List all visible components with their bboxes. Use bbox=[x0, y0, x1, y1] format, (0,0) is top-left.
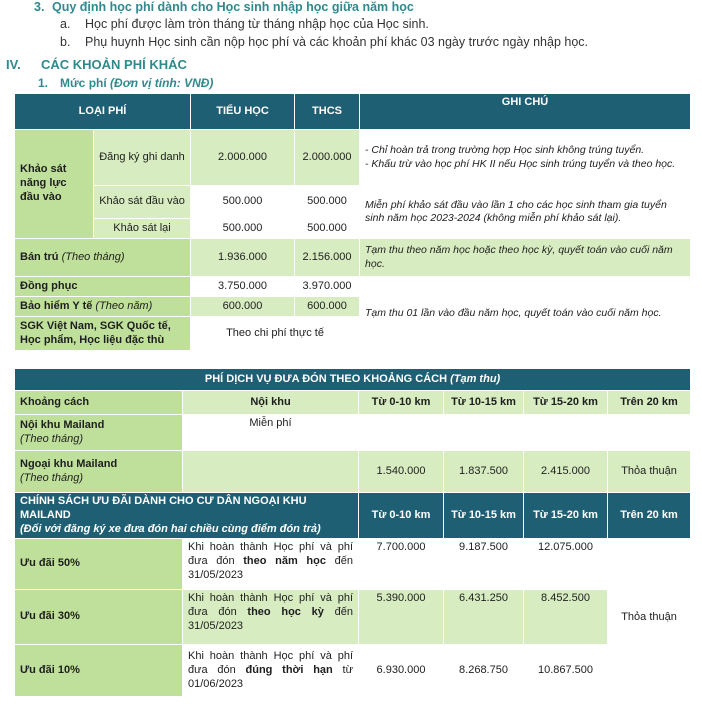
section-4-title: CÁC KHOẢN PHÍ KHÁC bbox=[41, 57, 187, 72]
subsection-number: 1. bbox=[38, 76, 49, 90]
discount-50-fee-0-10: 7.700.000 bbox=[359, 539, 444, 590]
fee-table bbox=[14, 93, 691, 351]
col-10-15: Từ 10-15 km bbox=[444, 391, 524, 415]
uniform-primary-fee: 3.750.000 bbox=[191, 277, 295, 297]
uniform-secondary-fee: 3.970.000 bbox=[295, 277, 360, 297]
note-register: - Chỉ hoàn trả trong trường hợp Học sinh không trúng tuyển. - Khấu trừ vào học phí HK II nếu Học sinh trúng tuyển và theo học. bbox=[360, 130, 691, 186]
discount-10-condition bbox=[183, 645, 359, 697]
item-text: Học phí được làm tròn tháng từ tháng nhập học của Học sinh. bbox=[85, 17, 429, 31]
boarding-primary-fee: 1.936.000 bbox=[191, 239, 295, 277]
row-label-uniform: Đồng phục bbox=[15, 277, 191, 297]
section-3-title: Quy định học phí dành cho Học sinh nhập học giữa năm học bbox=[52, 0, 414, 14]
header-secondary: THCS bbox=[295, 94, 360, 130]
boarding-period: (Theo tháng) bbox=[61, 250, 125, 263]
discount-50-fee-15-20: 12.075.000 bbox=[524, 539, 608, 590]
transport-title-text: PHÍ DỊCH VỤ ĐƯA ĐÓN THEO KHOẢNG CÁCH bbox=[204, 372, 448, 385]
condition-bold: theo năm học bbox=[243, 555, 326, 567]
inner-empty bbox=[524, 415, 608, 451]
register-secondary-fee: 2.000.000 bbox=[295, 130, 360, 186]
condition-bold: theo học kỳ bbox=[247, 606, 324, 618]
section-3-heading bbox=[34, 0, 414, 14]
row-label-resurvey: Khảo sát lại bbox=[94, 219, 191, 239]
inner-empty bbox=[444, 415, 524, 451]
discount-30-fee-15-20: 8.452.500 bbox=[524, 590, 608, 645]
policy-title bbox=[15, 493, 359, 539]
col-20-plus: Trên 20 km bbox=[608, 391, 691, 415]
insurance-period: (Theo năm) bbox=[95, 299, 153, 312]
outer-label: Ngoại khu Mailand bbox=[20, 457, 118, 470]
distance-label: Khoảng cách bbox=[15, 391, 183, 415]
resurvey-secondary-fee: 500.000 bbox=[295, 219, 360, 239]
register-primary-fee: 2.000.000 bbox=[191, 130, 295, 186]
discount-10-label: Ưu đãi 10% bbox=[15, 645, 183, 697]
item-text: Phụ huynh Học sinh cần nộp học phí và các khoản phí khác 03 ngày trước ngày nhập học. bbox=[85, 35, 589, 49]
outer-fee-0-10: 1.540.000 bbox=[359, 451, 444, 493]
transport-table bbox=[14, 368, 691, 697]
boarding-secondary-fee: 2.156.000 bbox=[295, 239, 360, 277]
insurance-secondary-fee: 600.000 bbox=[295, 297, 360, 317]
outer-fee-15-20: 2.415.000 bbox=[524, 451, 608, 493]
row-label-survey: Khảo sát đầu vào bbox=[94, 186, 191, 219]
books-fee: Theo chi phí thực tế bbox=[191, 317, 360, 351]
resurvey-primary-fee: 500.000 bbox=[191, 219, 295, 239]
section-4-heading bbox=[6, 57, 187, 72]
subsection-1-heading bbox=[38, 76, 213, 90]
policy-negotiable: Thỏa thuận bbox=[608, 539, 691, 697]
outer-period: (Theo tháng) bbox=[20, 471, 83, 484]
insurance-primary-fee: 600.000 bbox=[191, 297, 295, 317]
policy-title-text: CHÍNH SÁCH ƯU ĐÃI DÀNH CHO CƯ DÂN NGOẠI KHU MAILAND bbox=[20, 495, 307, 521]
discount-30-fee-0-10: 5.390.000 bbox=[359, 590, 444, 645]
insurance-label: Bảo hiểm Y tế bbox=[20, 299, 93, 312]
condition-text: Khi hoàn thành Học phí và phí đưa đón bbox=[188, 650, 353, 676]
policy-col-0-10: Từ 0-10 km bbox=[359, 493, 444, 539]
policy-col-15-20: Từ 15-20 km bbox=[524, 493, 608, 539]
inner-empty bbox=[359, 415, 444, 451]
survey-secondary-fee: 500.000 bbox=[295, 186, 360, 219]
outer-fee-10-15: 1.837.500 bbox=[444, 451, 524, 493]
item-marker: a. bbox=[60, 17, 71, 31]
row-label-insurance bbox=[15, 297, 191, 317]
survey-primary-fee: 500.000 bbox=[191, 186, 295, 219]
section-4-number: IV. bbox=[6, 57, 21, 72]
outer-empty bbox=[183, 451, 359, 493]
section-3-item-b bbox=[60, 35, 588, 49]
boarding-label: Bán trú bbox=[20, 250, 59, 263]
discount-10-fee-15-20: 10.867.500 bbox=[524, 645, 608, 697]
note-boarding: Tạm thu theo năm học hoặc theo học kỳ, quyết toán vào cuối năm học. bbox=[360, 239, 691, 277]
condition-text: đến 31/05/2023 bbox=[188, 606, 353, 632]
row-outer-mailand bbox=[15, 451, 183, 493]
note-survey: Miễn phí khảo sát đầu vào lần 1 cho các học sinh tham gia tuyển sinh năm học 2023-2024 (không miễn phí khảo sát lại). bbox=[360, 186, 691, 239]
condition-bold: đúng thời hạn bbox=[245, 663, 333, 676]
section-3-item-a bbox=[60, 17, 429, 31]
condition-text: đến 31/05/2023 bbox=[188, 555, 353, 581]
policy-col-20-plus: Trên 20 km bbox=[608, 493, 691, 539]
col-inner: Nội khu bbox=[183, 391, 359, 415]
inner-empty bbox=[608, 415, 691, 451]
discount-50-label: Ưu đãi 50% bbox=[15, 539, 183, 590]
survey-group-label: Khảo sát năng lực đầu vào bbox=[15, 130, 94, 239]
condition-text: Khi hoàn thành Học phí và phí đưa đón bbox=[188, 541, 353, 567]
condition-text: Khi hoàn thành Học phí và phí đưa đón bbox=[188, 592, 353, 618]
header-fee-type: LOẠI PHÍ bbox=[15, 94, 191, 130]
outer-fee-20-plus: Thỏa thuận bbox=[608, 451, 691, 493]
row-label-register: Đăng ký ghi danh bbox=[94, 130, 191, 186]
col-15-20: Từ 15-20 km bbox=[524, 391, 608, 415]
inner-fee: Miễn phí bbox=[183, 415, 359, 451]
discount-30-fee-10-15: 6.431.250 bbox=[444, 590, 524, 645]
policy-subtitle: (Đối với đăng ký xe đưa đón hai chiều cùng điểm đón trả) bbox=[20, 522, 321, 535]
discount-30-condition bbox=[183, 590, 359, 645]
discount-50-fee-10-15: 9.187.500 bbox=[444, 539, 524, 590]
inner-label: Nội khu Mailand bbox=[20, 418, 105, 431]
row-label-boarding bbox=[15, 239, 191, 277]
discount-50-condition bbox=[183, 539, 359, 590]
policy-col-10-15: Từ 10-15 km bbox=[444, 493, 524, 539]
row-label-books: SGK Việt Nam, SGK Quốc tế, Học phẩm, Học liệu đặc thù bbox=[15, 317, 191, 351]
discount-10-fee-10-15: 8.268.750 bbox=[444, 645, 524, 697]
row-inner-mailand bbox=[15, 415, 183, 451]
condition-text: từ 01/06/2023 bbox=[188, 663, 353, 690]
item-marker: b. bbox=[60, 35, 71, 49]
subsection-title: Mức phí bbox=[60, 76, 107, 90]
discount-10-fee-0-10: 6.930.000 bbox=[359, 645, 444, 697]
header-notes: GHI CHÚ bbox=[360, 94, 691, 130]
transport-title bbox=[15, 369, 691, 391]
note-once: Tạm thu 01 lần vào đầu năm học, quyết toán vào cuối năm học. bbox=[360, 277, 691, 351]
transport-title-note: (Tạm thu) bbox=[450, 372, 501, 385]
discount-30-label: Ưu đãi 30% bbox=[15, 590, 183, 645]
col-0-10: Từ 0-10 km bbox=[359, 391, 444, 415]
unit-note: (Đơn vị tính: VNĐ) bbox=[110, 76, 214, 90]
inner-period: (Theo tháng) bbox=[20, 432, 83, 445]
header-primary: TIỂU HỌC bbox=[191, 94, 295, 130]
section-3-number: 3. bbox=[34, 0, 45, 14]
